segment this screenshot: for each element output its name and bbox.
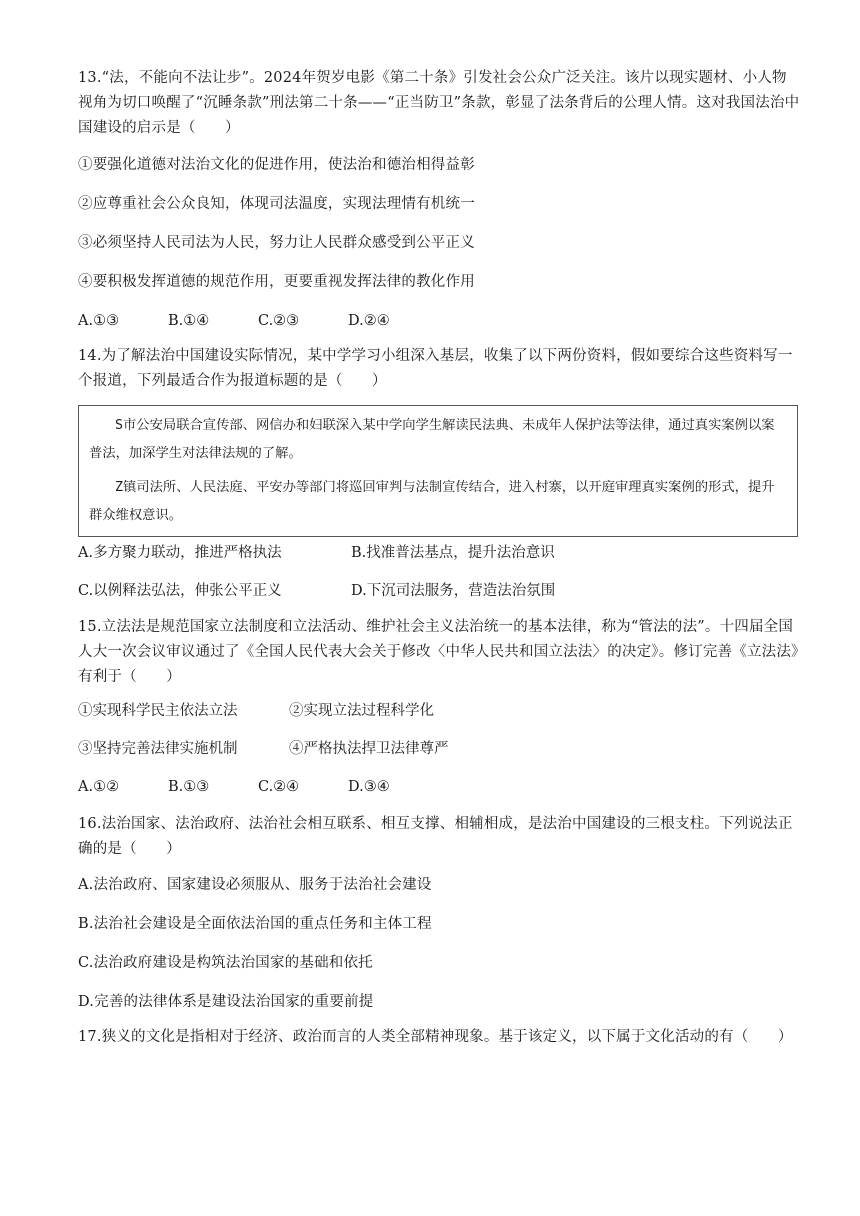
q13-choice-a: A.①③ [78,313,120,329]
q14-choices-row-1 [78,543,800,563]
q14-material-box [78,405,798,537]
q13-choice-d: D.②④ [348,313,390,329]
q15-option-2: ②实现立法过程科学化 [289,703,434,719]
q16-choice-d: D.完善的法律体系是建设法治国家的重要前提 [78,994,374,1010]
q13-option-2: ②应尊重社会公众良知，体现司法温度，实现法理情有机统一 [78,196,475,212]
q15-option-3: ③坚持完善法律实施机制 [78,741,238,757]
q13-stem: 13.“法，不能向不法让步”。2024年贺岁电影《第二十条》引发社会公众广泛关注。该片以现实题材、小人物视角为切口唤醒了“沉睡条款”刑法第二十条——“正当防卫”条款，彰显了法条背后的公理人情。这对我国法治中国建设的启示是（ ） [78,70,800,136]
q13-option-3: ③必须坚持人民司法为人民，努力让人民群众感受到公平正义 [78,235,475,251]
q14-choices-row-2 [78,581,800,601]
q13-choice-c: C.②③ [258,313,300,329]
q16-stem: 16.法治国家、法治政府、法治社会相互联系、相互支撑、相辅相成，是法治中国建设的三根支柱。下列说法正确的是（ ） [78,816,793,857]
q14-choice-b: B.找准普法基点，提升法治意识 [351,545,555,561]
q15-stem: 15.立法法是规范国家立法制度和立法活动、维护社会主义法治统一的基本法律，称为“管法的法”。十四届全国人大一次会议审议通过了《全国人民代表大会关于修改〈中华人民共和国立法法〉的决定》。修订完善《立法法》有利于（ ） [78,619,799,685]
q15-options-row-2 [78,739,800,759]
q14-stem: 14.为了解法治中国建设实际情况，某中学学习小组深入基层，收集了以下两份资料，假如要综合这些资料写一个报道，下列最适合作为报道标题的是（ ） [78,348,793,389]
q16-choice-b: B.法治社会建设是全面依法治国的重点任务和主体工程 [78,916,432,932]
q14-choice-c: C.以例释法弘法，伸张公平正义 [78,583,282,599]
q13-option-4: ④要积极发挥道德的规范作用，更要重视发挥法律的教化作用 [78,274,475,290]
q15-choice-d: D.③④ [348,779,390,795]
q15-choice-a: A.①② [78,779,120,795]
q15-choices [78,777,800,797]
q13-option-1: ①要强化道德对法治文化的促进作用，使法治和德治相得益彰 [78,157,475,173]
q15-choice-b: B.①③ [168,779,210,795]
q16-choice-c: C.法治政府建设是构筑法治国家的基础和依托 [78,955,373,971]
q15-option-1: ①实现科学民主依法立法 [78,703,238,719]
q16-choice-a: A.法治政府、国家建设必须服从、服务于法治社会建设 [78,877,432,893]
q14-choice-a: A.多方聚力联动，推进严格执法 [78,545,282,561]
q13-choice-b: B.①④ [168,313,210,329]
q15-choice-c: C.②④ [258,779,300,795]
q14-choice-d: D.下沉司法服务，营造法治氛围 [351,583,556,599]
q17-stem: 17.狭义的文化是指相对于经济、政治而言的人类全部精神现象。基于该定义，以下属于文化活动的有（ ） [78,1029,793,1045]
q14-material-2: Z镇司法所、人民法庭、平安办等部门将巡回审判与法制宣传结合，进入村寨，以开庭审理真实案例的形式，提升群众维权意识。 [89,480,775,523]
q14-material-1: S市公安局联合宣传部、网信办和妇联深入某中学向学生解读民法典、未成年人保护法等法律，通过真实案例以案普法，加深学生对法律法规的了解。 [89,418,775,461]
q13-choices [78,311,800,331]
q15-option-4: ④严格执法捍卫法律尊严 [289,741,449,757]
q15-options-row-1 [78,701,800,721]
exam-page [78,66,800,1050]
